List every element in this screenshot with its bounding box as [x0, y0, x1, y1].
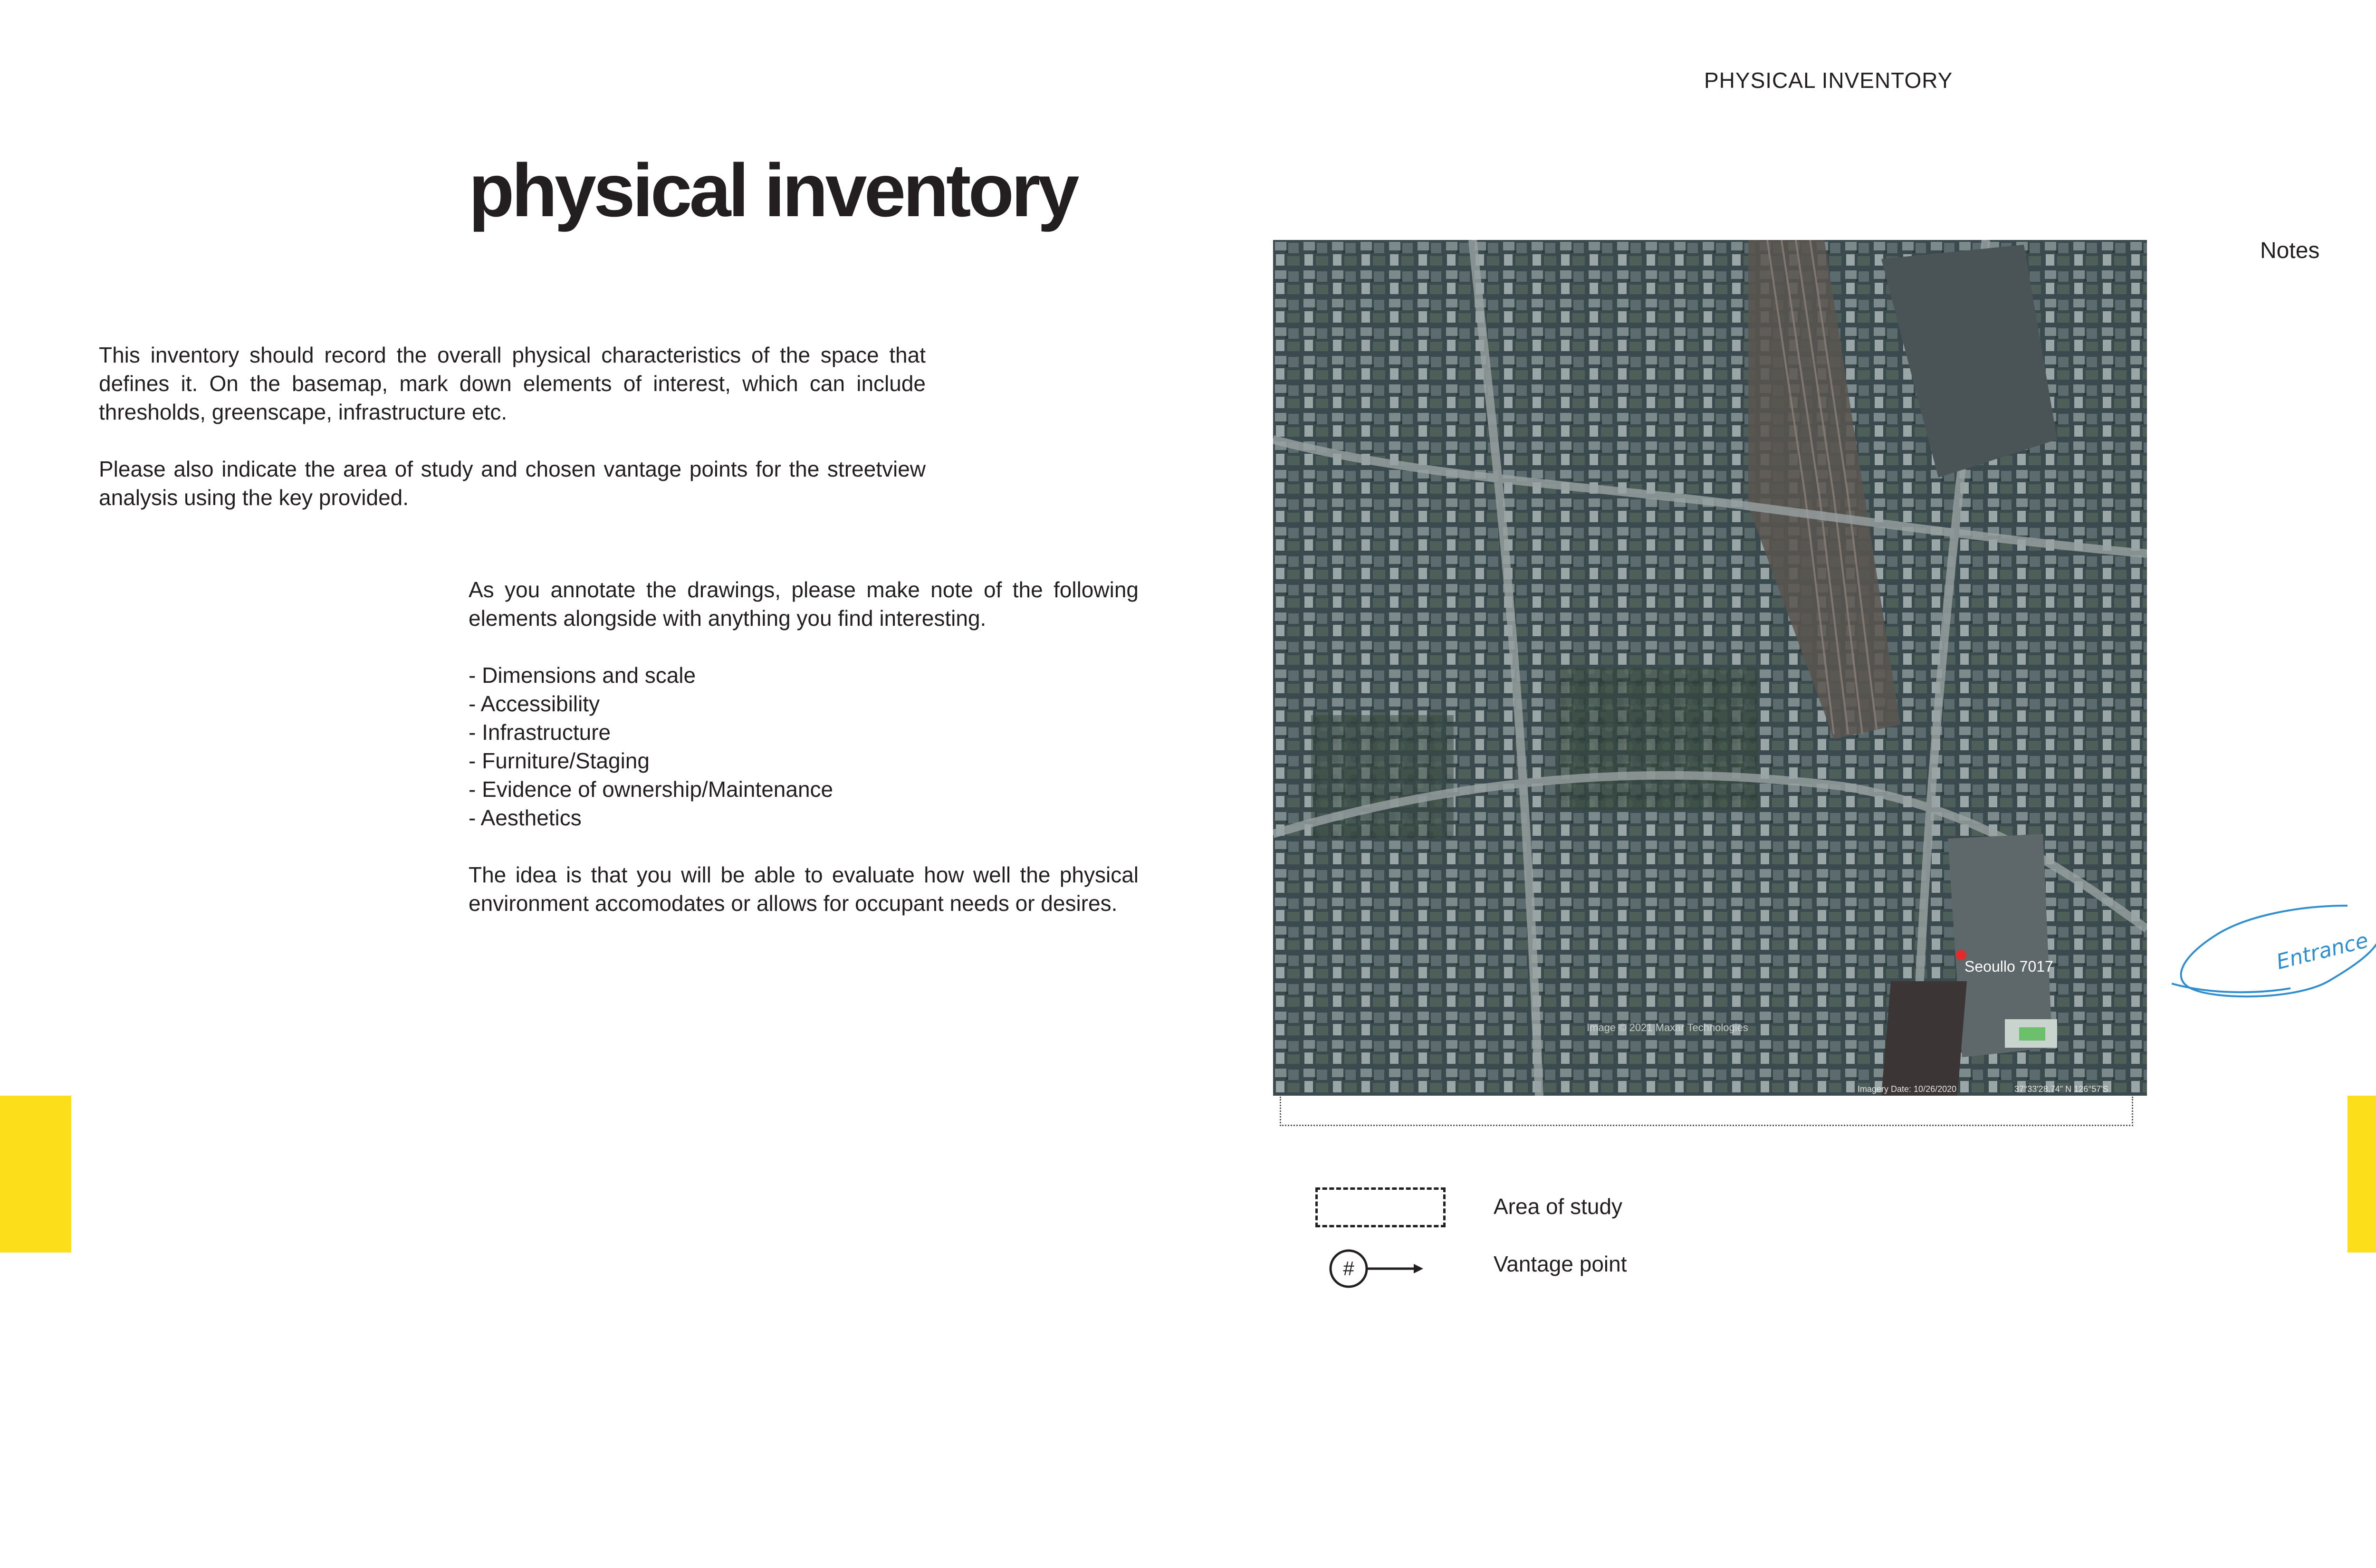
- vantage-point-symbol: #: [1343, 1257, 1354, 1280]
- list-item: - Dimensions and scale: [469, 663, 696, 688]
- area-of-study-symbol: [1315, 1187, 1446, 1227]
- section-tab-right[interactable]: [2347, 1096, 2376, 1252]
- section-header-label: PHYSICAL INVENTORY: [1704, 68, 1953, 93]
- map-marker-label: Seoullo 7017: [1964, 958, 2053, 975]
- vantage-point-label: Vantage point: [1494, 1252, 1627, 1276]
- section-tab-left: [0, 1096, 71, 1252]
- page-title: physical inventory: [469, 149, 1077, 232]
- elements-list: [469, 661, 1139, 832]
- map-dotted-extension: [1280, 1097, 2133, 1126]
- basemap-graphic: [1273, 240, 2147, 1096]
- list-item: - Accessibility: [469, 691, 600, 716]
- notes-label: Notes: [2260, 238, 2320, 263]
- intro-text: [99, 341, 926, 540]
- satellite-basemap[interactable]: [1273, 240, 2147, 1096]
- vantage-point-icon: [1328, 1248, 1428, 1291]
- instructions-text: [469, 575, 1139, 946]
- map-imagery-date: Imagery Date: 10/26/2020: [1858, 1084, 1957, 1094]
- map-coordinates: 37°33'28.74" N 126°57'S: [2014, 1084, 2108, 1094]
- intro-paragraph-2: Please also indicate the area of study and chosen vantage points for the streetview analysis using the key provided.: [99, 457, 926, 510]
- entrance-annotation: [2172, 898, 2376, 1041]
- list-item: - Aesthetics: [469, 805, 582, 830]
- instructions-lead: As you annotate the drawings, please make note of the following elements alongside with anything you find interesting.: [469, 577, 1139, 631]
- list-item: - Infrastructure: [469, 720, 611, 745]
- list-item: - Evidence of ownership/Maintenance: [469, 777, 834, 802]
- list-item: - Furniture/Staging: [469, 748, 650, 773]
- area-of-study-label: Area of study: [1494, 1194, 1623, 1219]
- entrance-label: Entrance: [2274, 928, 2371, 975]
- instructions-closing: The idea is that you will be able to evaluate how well the physical environment accomodates or allows for occupant needs or desires.: [469, 862, 1139, 916]
- intro-paragraph-1: This inventory should record the overall physical characteristics of the space that defines it. On the basemap, mark down elements of interest, which can include thresholds, greenscape, infrastructure etc.: [99, 343, 926, 424]
- map-copyright: Image © 2021 Maxar Technologies: [1587, 1022, 1748, 1033]
